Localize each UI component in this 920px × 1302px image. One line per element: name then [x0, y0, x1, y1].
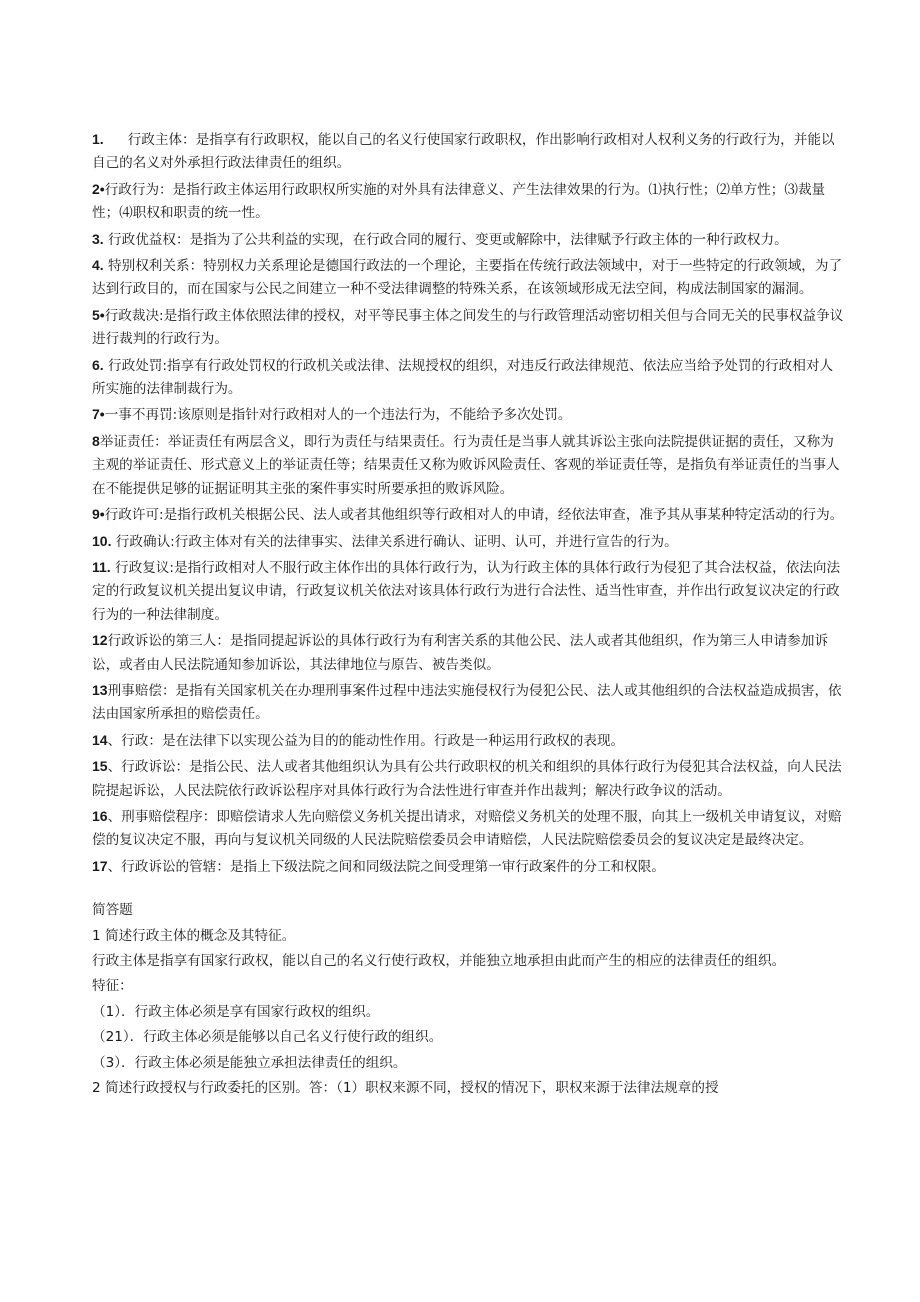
definition-item: [92, 729, 844, 753]
feature-item: （21）．行政主体必须是能够以自己名义行使行政的组织。: [92, 1029, 443, 1046]
definition-text: 、行政：是在法律下以实现公益为目的的能动性作用。行政是一种运用行政权的表现。: [107, 732, 625, 749]
definition-number: 13: [92, 681, 108, 698]
definition-number: 5•: [92, 306, 105, 323]
answer-text: 行政主体是指享有国家行政权，能以自己的名义行使行政权，并能独立地承担由此而产生的相应的法律责任的组织。: [92, 953, 786, 969]
definition-item: [92, 304, 844, 352]
definition-item: [92, 805, 844, 853]
definition-number: 12: [92, 632, 108, 649]
definition-item: [92, 855, 844, 879]
definition-item: [92, 254, 844, 302]
definition-text: 行政许可:是指行政机关根据公民、法人或者其他组织等行政相对人的申请，经依法审查，准予其从事某种特定活动的行为。: [104, 507, 844, 524]
features-label: 特征：: [92, 978, 133, 995]
document-page: [92, 128, 844, 1102]
definition-item: [92, 503, 844, 527]
definition-number: 3.: [92, 230, 104, 247]
short-answer-section: [92, 899, 844, 1100]
definition-text: 一事不再罚:该原则是指针对行政相对人的一个违法行为，不能给予多次处罚。: [104, 407, 572, 424]
feature-item: （3）．行政主体必须是能独立承担法律责任的组织。: [92, 1054, 407, 1071]
definition-number: 7•: [92, 406, 105, 423]
definition-text: 行政主体：是指享有行政职权，能以自己的名义行使国家行政职权，作出影响行政相对人权利义务的行政行为，并能以自己的名义对外承担行政法律责任的组织。: [92, 132, 835, 172]
definitions-list: [92, 128, 844, 879]
definition-item: [92, 530, 844, 554]
section-gap: [92, 881, 844, 899]
definition-text: 行政优益权：是指为了公共利益的实现，在行政合同的履行、变更或解除中，法律赋予行政主体的一种行政权力。: [103, 231, 788, 248]
definition-number: 16: [92, 807, 108, 824]
definition-item: [92, 228, 844, 252]
definition-number: 9•: [92, 506, 105, 523]
definition-number: 1.: [92, 131, 104, 147]
definition-item: [92, 178, 844, 226]
definition-item: [92, 679, 844, 727]
definition-text: 、刑事赔偿程序：即赔偿请求人先向赔偿义务机关提出请求，对赔偿义务机关的处理不服，向其上一级机关申请复议，对赔偿的复议决定不服，再向与复议机关同级的人民法院赔偿委员会申请赔偿，人民法院赔偿委员会的复议决定是最终决定。: [92, 808, 842, 849]
definition-number: 14: [92, 731, 108, 748]
question-title: 1 简述行政主体的概念及其特征。: [92, 927, 296, 944]
section-heading: 简答题: [92, 902, 133, 919]
definition-number: 8: [92, 432, 100, 449]
definition-number: 15: [92, 758, 108, 775]
definition-number: 4.: [92, 257, 104, 274]
definition-item: [92, 755, 844, 803]
definition-item: [92, 629, 844, 677]
definition-text: 刑事赔偿：是指有关国家机关在办理刑事案件过程中违法实施侵权行为侵犯公民、法人或其他组织的合法权益造成损害，依法由国家所承担的赔偿责任。: [92, 682, 842, 723]
definition-number: 2•: [92, 180, 105, 197]
definition-item: [92, 403, 844, 427]
definition-text: 行政确认:行政主体对有关的法律事实、法律关系进行确认、证明、认可，并进行宣告的行为。: [111, 533, 678, 550]
feature-item: （1）．行政主体必须是享有国家行政权的组织。: [92, 1003, 380, 1020]
definition-text: 举证责任：举证责任有两层含义，即行为责任与结果责任。行为责任是当事人就其诉讼主张向法院提供证据的责任，又称为主观的举证责任、形式意义上的举证责任等；结果责任又称为败诉风险责任、客观的举证责任等，是指负有举证责任的当事人在不能提供足够的证据证明其主张的案件事实时所要承担的败诉风险。: [92, 433, 840, 497]
definition-number: 11.: [92, 558, 111, 575]
question-line: 2 简述行政授权与行政委托的区别。答：（1）职权来源不同，授权的情况下，职权来源于法律法规章的授: [92, 1080, 719, 1097]
definition-number: 17: [92, 857, 108, 874]
definition-item: [92, 128, 844, 176]
definition-text: 行政裁决:是指行政主体依照法律的授权，对平等民事主体之间发生的与行政管理活动密切相关但与合同无关的民事权益争议进行裁判的行政行为。: [92, 307, 844, 348]
definition-text: 行政处罚:指享有行政处罚权的行政机关或法律、法规授权的组织，对违反行政法律规范、依法应当给予处罚的行政相对人所实施的法律制裁行为。: [92, 357, 834, 398]
definition-text: 、行政诉讼：是指公民、法人或者其他组织认为具有公共行政职权的机关和组织的具体行政行为侵犯其合法权益，向人民法院提起诉讼，人民法院依行政诉讼程序对具体行政行为合法性进行审查并作出裁判；解决行政争议的活动。: [92, 759, 842, 799]
definition-number: 10.: [92, 532, 112, 549]
definition-text: 特别权利关系：特别权力关系理论是德国行政法的一个理论，主要指在传统行政法领域中，对于一些特定的行政领域，为了达到行政目的，而在国家与公民之间建立一种不受法律调整的特殊关系，在该领域形成无法空间，构成法制国家的漏洞。: [92, 258, 843, 298]
definition-text: 行政诉讼的第三人：是指同提起诉讼的具体行政行为有利害关系的其他公民、法人或者其他组织，作为第三人申请参加诉讼，或者由人民法院通知参加诉讼，其法律地位与原告、被告类似。: [92, 633, 829, 673]
definition-text: 行政行为：是指行政主体运用行政职权所实施的对外具有法律意义、产生法律效果的行为。⑴执行性；⑵单方性；⑶裁量性；⑷职权和职责的统一性。: [92, 181, 826, 222]
definition-text: 行政复议:是指行政相对人不服行政主体作出的具体行政行为，认为行政主体的具体行政行为侵犯了其合法权益，依法向法定的行政复议机关提出复议申请，行政复议机关依法对该具体行政行为进行合法性、适当性审查，并作出行政复议决定的行政行为的一种法律制度。: [92, 559, 841, 623]
definition-number: 6.: [92, 356, 104, 373]
definition-item: [92, 556, 844, 627]
definition-item: [92, 430, 844, 501]
definition-text: 、行政诉讼的管辖：是指上下级法院之间和同级法院之间受理第一审行政案件的分工和权限。: [107, 858, 665, 875]
definition-item: [92, 354, 844, 402]
